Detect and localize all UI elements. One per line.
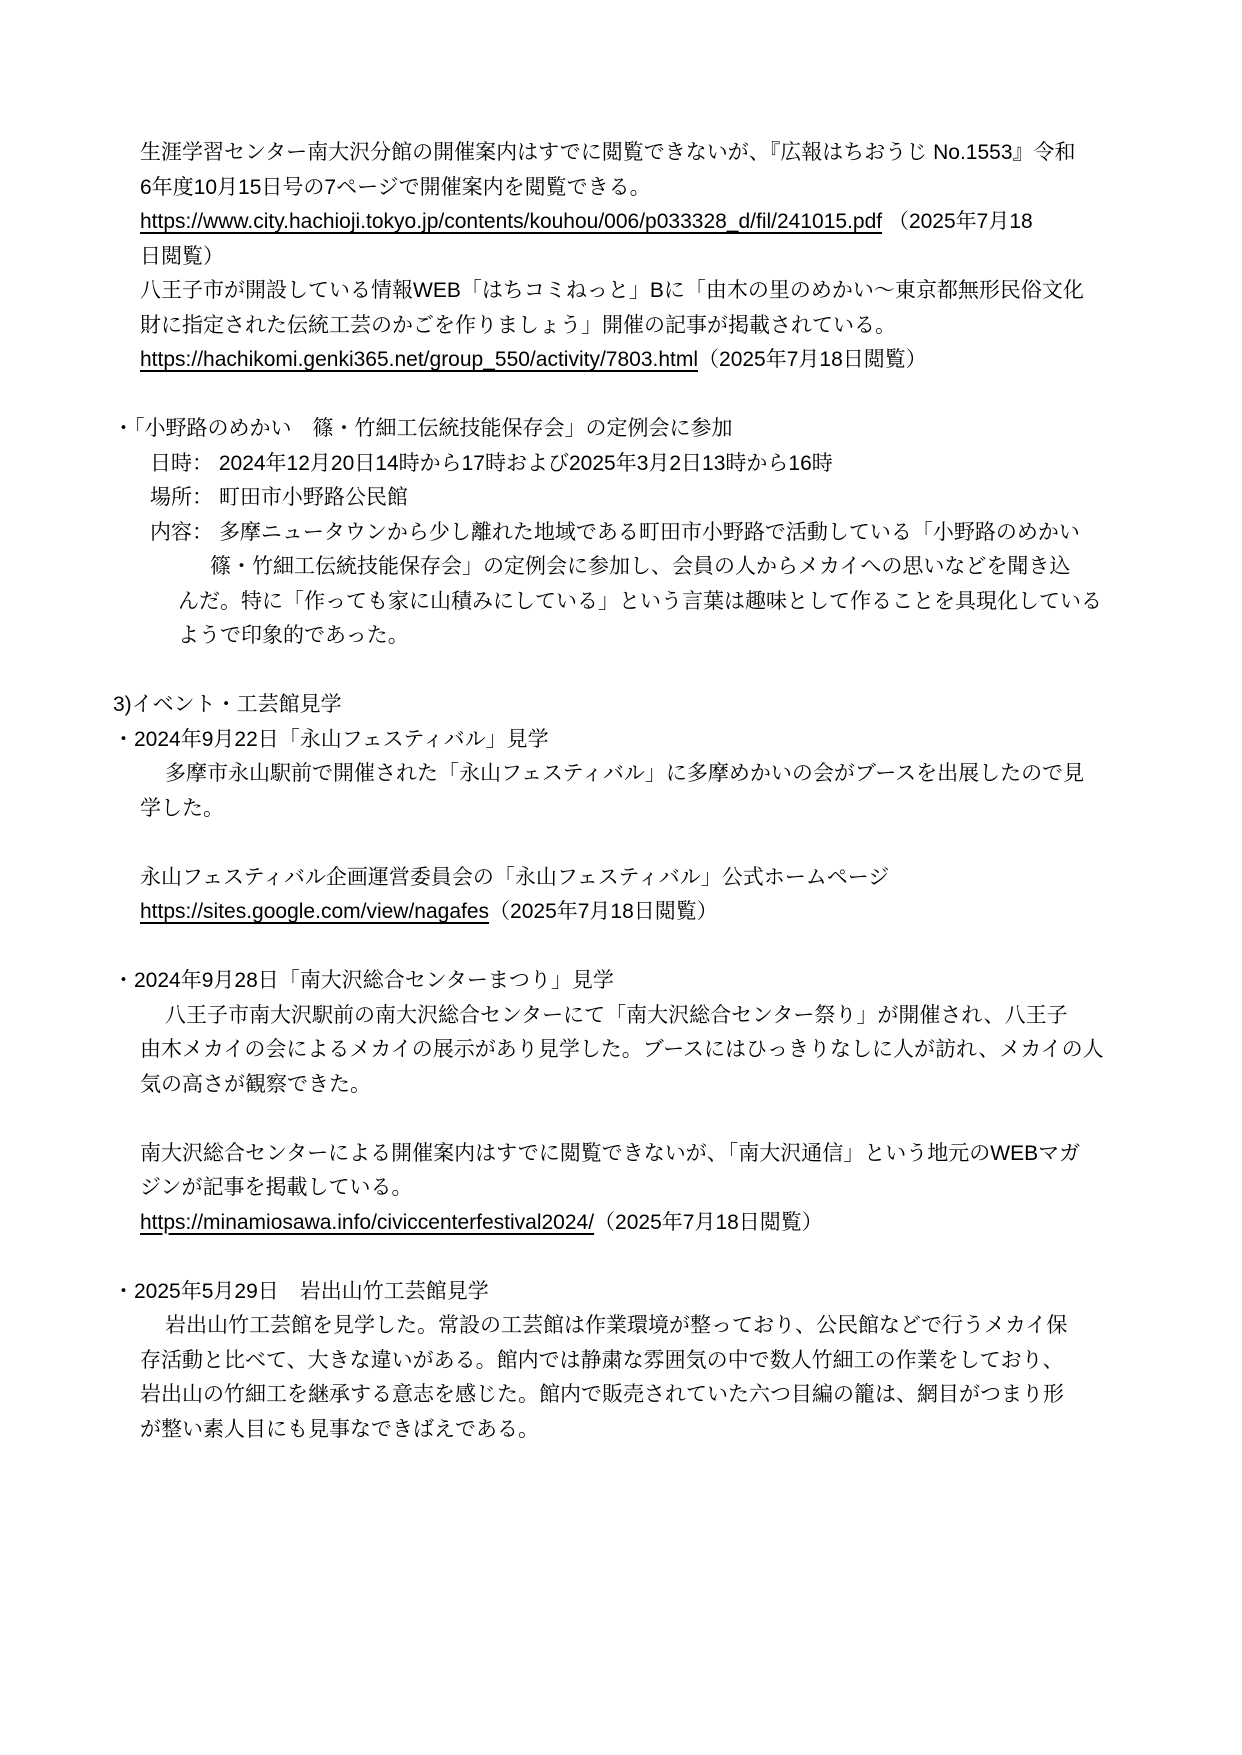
document-line: 日閲覧） <box>140 244 224 268</box>
url-link[interactable]: https://sites.google.com/view/nagafes <box>140 900 490 923</box>
document-line: ジンが記事を掲載している。 <box>140 1176 413 1199</box>
document-line: ようで印象的であった。 <box>178 624 409 647</box>
document-line: 3)イベント・工芸館見学 <box>113 693 342 716</box>
document-line: 学した。 <box>140 796 224 820</box>
document-line: ・2024年9月28日「南大沢総合センターまつり」見学 <box>113 969 614 992</box>
document-line: 篠・竹細工伝統技能保存会」の定例会に参加し、会員の人からメカイへの思いなどを聞き込 <box>210 555 1071 578</box>
document-line: 内容： 多摩ニュータウンから少し離れた地域である町田市小野路で活動している「小野路のめかい <box>150 520 1080 544</box>
document-line: 由木メカイの会によるメカイの展示があり見学した。ブースにはひっきりなしに人が訪れ、メカイの人 <box>140 1038 1104 1061</box>
document-line: 気の高さが観察できた。 <box>140 1072 371 1096</box>
blank-line <box>0 1240 1242 1275</box>
url-link[interactable]: https://hachikomi.genki365.net/group_550/activity/7803.html <box>140 348 699 371</box>
url-link[interactable]: https://www.city.hachioji.tokyo.jp/contents/kouhou/006/p033328_d/fil/241015.pdf <box>140 210 883 233</box>
document-line: 生涯学習センター南大沢分館の開催案内はすでに閲覧できないが、『広報はちおうじ No.1553』令和 <box>140 141 1076 164</box>
document-line: 場所： 町田市小野路公民館 <box>150 486 408 509</box>
document-line: 日時： 2024年12月20日14時から17時および2025年3月2日13時から16時 <box>150 451 833 475</box>
document-line: んだ。特に「作っても家に山積みにしている」という言葉は趣味として作ることを具現化している <box>178 589 1102 613</box>
document-line: 6年度10月15日号の7ページで開催案内を閲覧できる。 <box>140 175 651 199</box>
document-line: 岩出山の竹細工を継承する意志を感じた。館内で販売されていた六つ目編の籠は、網目がつまり形 <box>140 1383 1064 1406</box>
url-access-date: （2025年7月18 <box>882 210 1033 233</box>
url-link[interactable]: https://minamiosawa.info/civiccenterfestival2024/ <box>140 1210 595 1234</box>
document-line: 南大沢総合センターによる開催案内はすでに閲覧できないが、「南大沢通信」という地元のWEBマガ <box>140 1141 1081 1165</box>
document-line <box>0 343 1242 378</box>
document-line: 存活動と比べて、大きな違いがある。館内では静粛な雰囲気の中で数人竹細工の作業をしており、 <box>140 1348 1064 1372</box>
document-line: 八王子市が開設している情報WEB「はちコミねっと」Bに「由木の里のめかい～東京都無形民俗文化 <box>140 279 1084 302</box>
document-line <box>0 895 1242 930</box>
document-line: ・2025年5月29日 岩出山竹工芸館見学 <box>113 1279 489 1303</box>
url-access-date: （2025年7月18日閲覧） <box>489 900 718 923</box>
blank-line <box>0 378 1242 413</box>
document-line <box>0 1206 1242 1241</box>
blank-line <box>0 1102 1242 1137</box>
blank-line <box>0 930 1242 965</box>
document-line: 八王子市南大沢駅前の南大沢総合センターにて「南大沢総合センター祭り」が開催され、八王子 <box>165 1003 1068 1027</box>
document-line: 財に指定された伝統工芸のかごを作りましょう」開催の記事が掲載されている。 <box>140 313 896 337</box>
blank-line <box>0 826 1242 861</box>
document-line: が整い素人目にも見事なできばえである。 <box>140 1417 539 1441</box>
document-line: 永山フェスティバル企画運営委員会の「永山フェスティバル」公式ホームページ <box>140 865 890 889</box>
url-access-date: （2025年7月18日閲覧） <box>594 1210 823 1234</box>
document-line: 岩出山竹工芸館を見学した。常設の工芸館は作業環境が整っており、公民館などで行うメカイ保 <box>165 1314 1068 1337</box>
document-line: ・「小野路のめかい 篠・竹細工伝統技能保存会」の定例会に参加 <box>113 417 733 440</box>
document-line: ・2024年9月22日「永山フェスティバル」見学 <box>113 727 549 751</box>
document-line <box>0 205 1242 240</box>
document-line: 多摩市永山駅前で開催された「永山フェスティバル」に多摩めかいの会がブースを出展したので見 <box>165 762 1085 785</box>
document-content <box>0 136 1242 1447</box>
url-access-date: （2025年7月18日閲覧） <box>698 348 927 371</box>
blank-line <box>0 654 1242 689</box>
